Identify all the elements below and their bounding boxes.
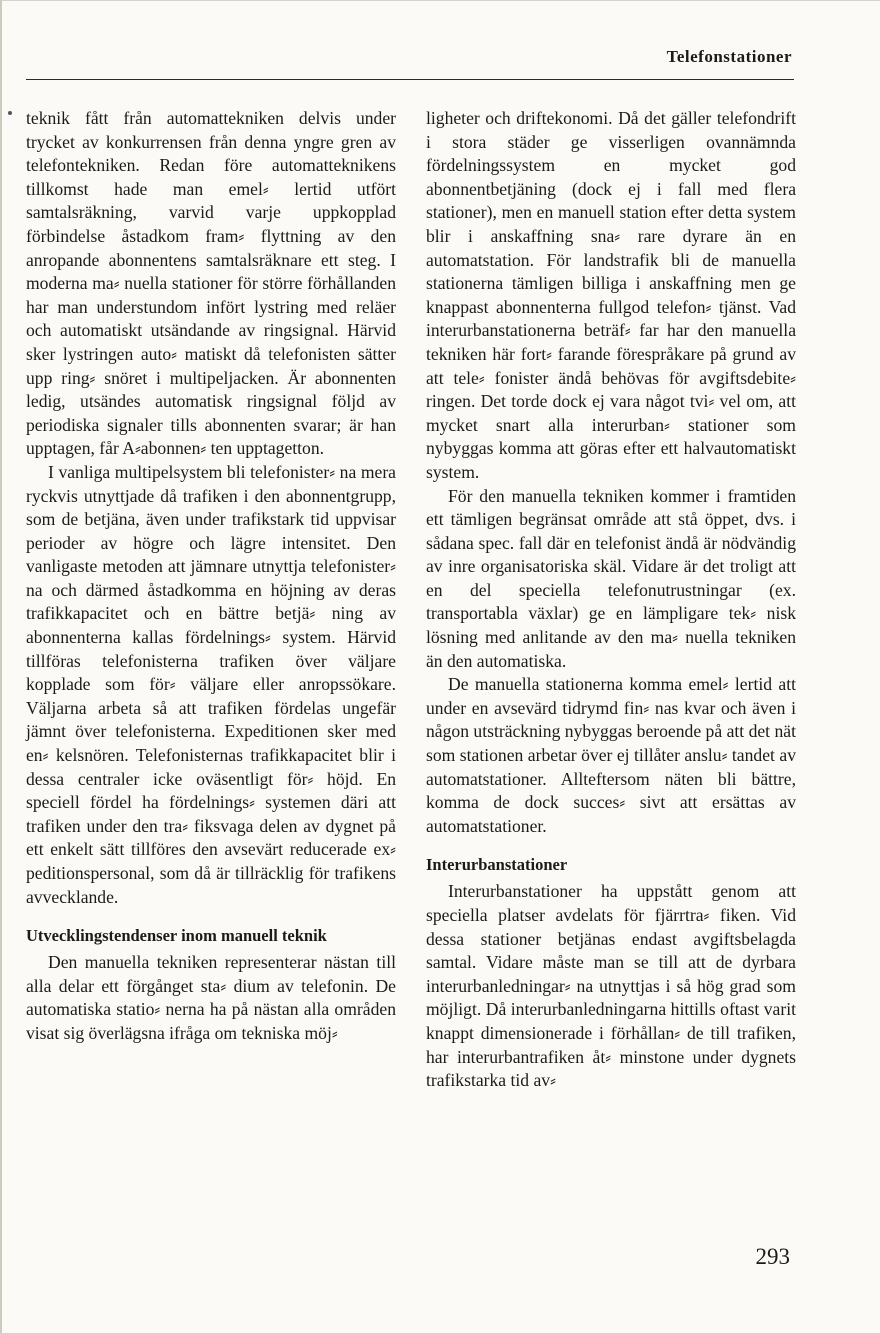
- right-paragraph-2: För den manuella tekniken kommer i framtiden ett tämligen begränsat område att stå öppet, dvs. i sådana spec. fall där en telefonist ändå är nödvändig av inre organisatoriska skäl. Vidare är det troligt att en del speciella telefonutrustningar (ex. transportabla växlar) ge en lämpligare tek⸗ nisk lösning med anlitande av den ma⸗ nuella tekniken än den automatiska.: [426, 485, 796, 671]
- right-paragraph-3: De manuella stationerna komma emel⸗ lertid att under en avsevärd tidrymd fin⸗ nas kvar och även i någon utsträckning nybyggas beroende på att det nät som stationen arbetar över ej tillåter anslu⸗ tandet av automatstationer. Allteftersom näten bli bättre, komma de dock succes⸗ sivt att ersättas av automatstationer.: [426, 674, 796, 836]
- header-rule: [26, 79, 794, 80]
- right-column: [426, 107, 796, 1093]
- running-head: Telefonstationer: [666, 47, 792, 66]
- right-paragraph-4: Interurbanstationer ha uppstått genom att speciella platser avdelats för fjärrtra⸗ fiken. Vid dessa stationer betjänas endast avgiftsbelagda samtal. Vidare måste man se till att de dyrbara interurbanledningar⸗ na utnyttjas i så hög grad som möjligt. Då interurbanledningarna hittills oftast varit knappt dimensionerade i förhållan⸗ de till trafiken, har interurbantrafiken åt⸗ minstone under dygnets trafikstarka tid av⸗: [426, 881, 796, 1091]
- left-paragraph-3: Den manuella tekniken representerar nästan till alla delar ett förgånget sta⸗ dium av telefonin. De automatiska statio⸗ nerna ha på nästan alla områden visat sig överlägsna ifråga om tekniska möj⸗: [26, 952, 396, 1043]
- section-heading-utveckling: Utvecklingstendenser inom manuell teknik: [26, 926, 327, 946]
- section-heading-interurban: Interurbanstationer: [426, 855, 568, 875]
- right-paragraph-1: ligheter och driftekonomi. Då det gäller telefondrift i stora städer ge visserligen ovannämnda fördelningssystem en mycket god abonnentbetjäning (dock ej i fall med flera stationer), men en manuell station efter detta system blir i anskaffning sna⸗ rare dyrare än en automatstation. För landstrafik bli de manuella stationerna tämligen billiga i anskaffning men ge knappast abonnenterna fullgod telefon⸗ tjänst. Vad interurbanstationerna beträf⸗ far har den manuella tekniken här fort⸗ farande förespråkare på grund av att tele⸗ fonister ändå behövas för avgiftsdebite⸗ ringen. Det torde dock ej vara något tvi⸗ vel om, att mycket snart alla interurban⸗ stationer som nybyggas komma att göras efter ett halvautomatiskt system.: [426, 108, 796, 482]
- left-paragraph-1: teknik fått från automattekniken delvis under trycket av konkurrensen från denna yngre gren av telefontekniken. Redan före automatteknikens tillkomst hade man emel⸗ lertid utfört samtalsräkning, varvid varje uppkopplad förbindelse åstadkom fram⸗ flyttning av den anropande abonnentens samtalsräknare ett steg. I moderna ma⸗ nuella stationer för större förhållanden har man understundom infört lystring med reläer och automatiskt utsändande av ringsignal. Härvid sker lystringen auto⸗ matiskt då telefonisten sätter upp ring⸗ snöret i multipeljacken. Är abonnenten ledig, utsändes automatisk ringsignal följd av periodiska signaler tills abonnenten svarar; är han upptagen, får A⸗abonnen⸗ ten upptagetton.: [26, 108, 396, 459]
- left-column: [26, 107, 396, 1046]
- left-paragraph-2: I vanliga multipelsystem bli telefonister⸗ na mera ryckvis utnyttjade då trafiken i den abonnentgrupp, som de betjäna, även under trafikstark tid uppvisar perioder av högre och lägre intensitet. Den vanligaste metoden att jämnare utnyttja telefonister⸗ na och därmed åstadkomma en höjning av deras trafikkapacitet och en bättre betjä⸗ ning av abonnenterna kallas fördelnings⸗ system. Härvid tillföras telefonisterna trafiken över väljare kopplade som för⸗ väljare eller anropssökare. Väljarna arbeta så att trafiken fördelas ungefär jämnt över telefonisterna. Expeditionen sker med en⸗ kelsnören. Telefonisternas trafikkapacitet blir i dessa centraler icke oväsentligt för⸗ höjd. En speciell fördel ha fördelnings⸗ systemen däri att trafiken under den tra⸗ fiksvaga delen av dygnet på ett enkelt sätt tillföres den avsevärt reducerade ex⸗ peditionspersonal, som då är tillräcklig för trafikens avvecklande.: [26, 461, 396, 907]
- margin-mark: [8, 111, 12, 115]
- page-number: 293: [755, 1244, 790, 1269]
